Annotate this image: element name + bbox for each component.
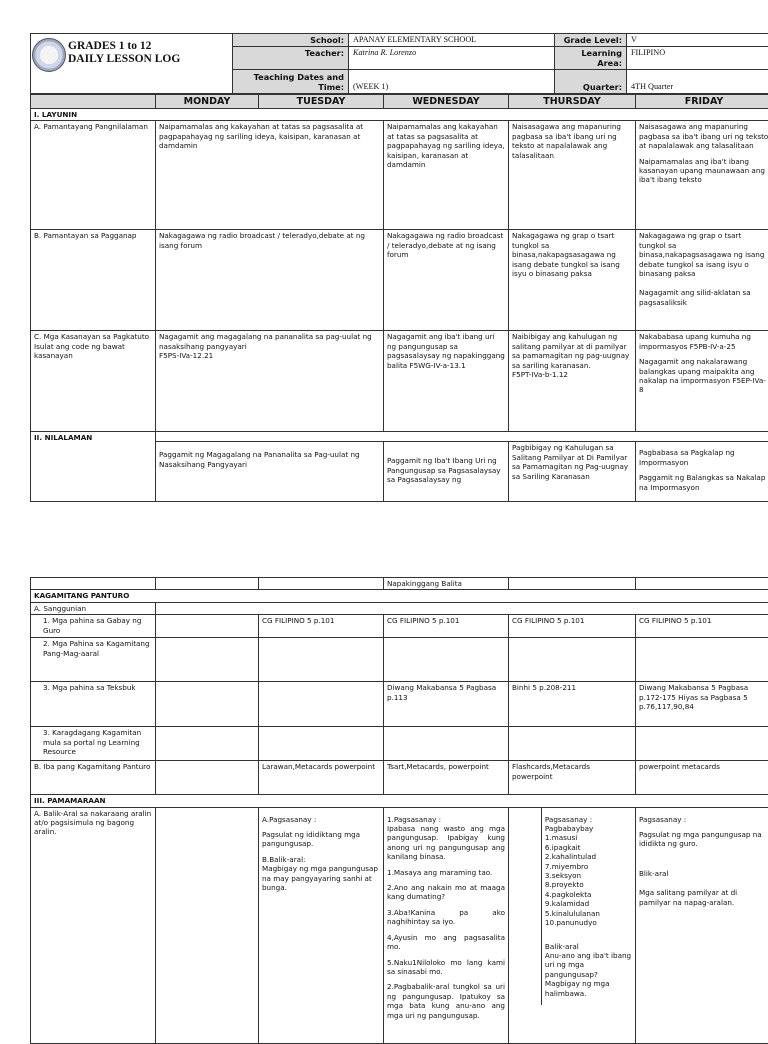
cell-pa-tue-p1: A.Pagsasanay : [262, 815, 380, 824]
nilalaman-spacer [156, 432, 768, 442]
cell-r2-thu [509, 638, 636, 682]
cell-c-fri-p1: Nakababasa upang kumuha ng impormasyos F5PB-IV-a-25 [639, 332, 768, 351]
cell-pa-tue-p4: Magbigay ng mga pangungusap na may pangyayaring sanhi at bunga. [262, 864, 380, 892]
cell-pa-fri-p3: Blik-aral [639, 869, 768, 878]
cell-pa-thu-p2: Pagbabaybay 1.masusi 6.ipagkait 2.kahalintulad 7.miyembro 3.seksyon 8.proyekto 4.pagkolekta 9.kalamidad 5.kinalululanan 10.panunudyo [545, 824, 632, 927]
section-layunin: I. LAYUNIN [31, 109, 768, 121]
school-value: APANAY ELEMENTARY SCHOOL [349, 34, 555, 47]
kasanayan-label-2: Isulat ang code ng bawat kasanayan [34, 342, 152, 361]
cell-n-wed: Paggamit ng Iba't Ibang Uri ng Pangungusap sa Pagsasalaysay sa Pagsasalaysay ng [384, 442, 509, 502]
cell-rb-tue: Larawan,Metacards powerpoint [259, 761, 384, 795]
cell-b-mon-tue: Nakagagawa ng radio broadcast / teleradyo,debate at ng isang forum [156, 230, 384, 331]
day-header-thursday: THURSDAY [509, 95, 636, 109]
p2-top-tue [259, 578, 384, 590]
sanggunian-spacer [156, 602, 768, 614]
cell-a-thu: Naisasagawa ang mapanuring pagbasa sa iba't ibang uri ng teksto at napalalawak ang talasalitaan [509, 121, 636, 230]
cell-pa-wed-p1: 1.Pagsasanay : [387, 815, 505, 824]
cell-pa-thu-p3: Balik-aral Anu-ano ang iba't ibang uri ng mga pangungusap? Magbigay ng mga halimbawa. [545, 942, 632, 998]
kasanayan-label-1: C. Mga Kasanayan sa Pagkatuto [34, 332, 152, 341]
p2-top-wed: Napakinggang Balita [384, 578, 509, 590]
grade-level-label: Grade Level: [555, 34, 627, 47]
teacher-value: Katrina R. Lorenzo [349, 47, 555, 70]
cell-r3-wed: Diwang Makabansa 5 Pagbasa p.113 [384, 682, 509, 727]
cell-n-thu: Pagbibigay ng Kahulugan sa Salitang Pamilyar at Di Pamilyar sa Pamamagitan ng Pag-uugnay sa Sariling Karanasan [509, 442, 636, 502]
cell-a-fri [636, 121, 768, 230]
row-label-pamantayang-pangnilalaman: A. Pamantayang Pangnilalaman [31, 121, 156, 230]
lesson-table-page-1 [30, 94, 768, 502]
cell-pa-tue-p3: B.Balik-aral: [262, 855, 380, 864]
cell-pa-fri-p1: Pagsasanay : [639, 815, 768, 824]
learning-area-label: Learning Area: [555, 47, 627, 70]
cell-pa-fri-p4: Mga salitang pamilyar at di pamilyar na napag-aralan. [639, 888, 768, 907]
section-nilalaman: II. NILALAMAN [31, 432, 156, 502]
title-line-1: GRADES 1 to 12 [68, 39, 151, 53]
quarter-label: Quarter: [555, 70, 627, 94]
cell-r3-thu: Binhi 5 p.208-211 [509, 682, 636, 727]
cell-b-fri [636, 230, 768, 331]
cell-a-mon-tue: Naipamamalas ang kakayahan at tatas sa pagsasalita at pagpapahayag ng sariling ideya, kaisipan, karanasan at damdamin [156, 121, 384, 230]
row-label-kagamitang-pang-mag-aaral: 2. Mga Pahina sa Kagamitang Pang-Mag-aaral [31, 638, 156, 682]
row-label-balik-aral: A. Balik-Aral sa nakaraang aralin at/o pagsisimula ng bagong aralin. [31, 807, 156, 1043]
cell-c-wed: Nagagamit ang iba't ibang uri ng pangungusap sa pagsasalaysay ng napakinggang balita F5WG-IV-a-13.1 [384, 331, 509, 432]
cell-pa-tue [259, 807, 384, 1043]
cell-pa-thu-blank [509, 808, 542, 1005]
section-kagamitang-panturo: KAGAMITANG PANTURO [31, 590, 768, 602]
cell-b-thu: Nakagagawa ng grap o tsart tungkol sa binasa,nakapagsasagawa ng isang debate tungkol sa isang isyu o binasang paksa [509, 230, 636, 331]
cell-r2-tue [259, 638, 384, 682]
cell-r3-tue [259, 682, 384, 727]
cell-c-fri [636, 331, 768, 432]
cell-b-fri-p2: Nagagamit ang silid-aklatan sa pagsasaliksik [639, 288, 768, 307]
day-header-friday: FRIDAY [636, 95, 768, 109]
row-label-gabay-ng-guro: 1. Mga pahina sa Gabay ng Guro [31, 615, 156, 638]
teaching-dates-label: Teaching Dates and Time: [233, 70, 349, 94]
cell-r2-fri [636, 638, 768, 682]
cell-r3-mon [156, 682, 259, 727]
teaching-dates-value: (WEEK 1) [349, 70, 555, 94]
day-header-wednesday: WEDNESDAY [384, 95, 509, 109]
cell-n-fri-p2: Paggamit ng Balangkas sa Nakalap na Impormasyon [639, 473, 768, 492]
cell-r3-fri: Diwang Makabansa 5 Pagbasa p.172-175 Hiyas sa Pagbasa 5 p.76,117,90,84 [636, 682, 768, 727]
cell-pa-mon [156, 807, 259, 1043]
quarter-value: 4TH Quarter [627, 70, 768, 94]
cell-a-fri-p1: Naisasagawa ang mapanuring pagbasa sa iba't ibang uri ng teksto at napalalawak ang talasalitaan [639, 122, 768, 150]
cell-pa-wed-p2: Ipabasa nang wasto ang mga pangungusap. Ipabigay kung anong uri ng pangungusap ang kanilang binasa. [387, 824, 505, 862]
row-label-iba-pang-kagamitan: B. Iba pang Kagamitang Panturo [31, 761, 156, 795]
cell-c-mon-tue [156, 331, 384, 432]
cell-pa-fri-p2: Pagsulat ng mga pangungusap na ididikta ng guro. [639, 830, 768, 849]
cell-r4-thu [509, 727, 636, 761]
title-line-2: DAILY LESSON LOG [68, 52, 180, 66]
header-brand-cell [31, 34, 233, 94]
cell-rb-mon [156, 761, 259, 795]
cell-pa-thu-p1: Pagsasanay : [545, 815, 632, 824]
cell-pa-thu [509, 807, 636, 1043]
cell-rb-thu: Flashcards,Metacards powerpoint [509, 761, 636, 795]
cell-pa-wed-p5: 3.Aba!Kanina pa ako naghihintay sa iyo. [387, 908, 505, 927]
learning-area-value: FILIPINO [627, 47, 768, 70]
p2-top-fri [636, 578, 768, 590]
cell-c-thu-text: Naibibigay ang kahulugan ng salitang pamilyar at di pamilyar sa pamamagitan ng pag-uugnay sa sariling karanasan. F5PT-IVa-b-1.12 [512, 332, 632, 379]
school-label: School: [233, 34, 349, 47]
cell-a-fri-p2: Naipamamalas ang iba't ibang kasanayan upang maunawaan ang iba't ibang teksto [639, 157, 768, 185]
cell-pa-tue-p2: Pagsulat ng ididiktang mga pangungusap. [262, 830, 380, 849]
cell-pa-thu-content [542, 808, 635, 1005]
cell-pa-wed-p6: 4,Ayusin mo ang pagsasalita mo. [387, 933, 505, 952]
cell-rb-fri: powerpoint metacards [636, 761, 768, 795]
cell-b-wed: Nakagagawa ng radio broadcast / teleradyo,debate at ng isang forum [384, 230, 509, 331]
cell-c-mon-tue-text: Nagagamit ang magagalang na pananalita sa pag-uulat ng nasaksihang pangyayari F5PS-IVa-12.21 [159, 332, 380, 360]
cell-r2-mon [156, 638, 259, 682]
cell-r1-fri: CG FILIPINO 5 p.101 [636, 615, 768, 638]
day-header-monday: MONDAY [156, 95, 259, 109]
row-label-kasanayan [31, 331, 156, 432]
cell-n-fri [636, 442, 768, 502]
cell-r4-wed [384, 727, 509, 761]
teacher-label: Teacher: [233, 47, 349, 70]
cell-b-fri-p1: Nakagagawa ng grap o tsart tungkol sa binasa,nakapagsasagawa ng isang debate tungkol sa isang isyu o binasang paksa [639, 231, 768, 278]
cell-pa-wed-p3: 1.Masaya ang maraming tao. [387, 868, 505, 877]
p2-top-thu [509, 578, 636, 590]
cell-rb-wed: Tsart,Metacards, powerpoint [384, 761, 509, 795]
cell-r2-wed [384, 638, 509, 682]
cell-c-thu [509, 331, 636, 432]
cell-n-mon-tue: Paggamit ng Magagalang na Pananalita sa Pag-uulat ng Nasaksihang Pangyayari [156, 442, 384, 502]
day-header-tuesday: TUESDAY [259, 95, 384, 109]
cell-r1-tue: CG FILIPINO 5 p.101 [259, 615, 384, 638]
p2-top-mon [156, 578, 259, 590]
cell-r1-wed: CG FILIPINO 5 p.101 [384, 615, 509, 638]
cell-r4-mon [156, 727, 259, 761]
cell-c-fri-p2: Nagagamit ang nakalarawang balangkas upang maipakita ang nakalap na impormasyon F5EP-IVa-8 [639, 357, 768, 395]
lesson-table-page-2 [30, 577, 768, 1044]
cell-pa-fri [636, 807, 768, 1043]
cell-pa-wed-p4: 2.Ano ang nakain mo at maaga kang dumating? [387, 883, 505, 902]
cell-pa-wed [384, 807, 509, 1043]
cell-pa-wed-p7: 5.Naku1Niloloko mo lang kami sa sinasabi mo. [387, 958, 505, 977]
corner-cell [31, 95, 156, 109]
cell-r4-fri [636, 727, 768, 761]
row-label-pamantayan-sa-pagganap: B. Pamantayan sa Pagganap [31, 230, 156, 331]
grade-level-value: V [627, 34, 768, 47]
cell-r1-mon [156, 615, 259, 638]
cell-a-wed: Naipamamalas ang kakayahan at tatas sa pagsasalita at pagpapahayag ng sariling ideya, kaisipan, karanasan at damdamin [384, 121, 509, 230]
p2-top-label [31, 578, 156, 590]
header-table [30, 33, 768, 94]
cell-r1-thu: CG FILIPINO 5 p.101 [509, 615, 636, 638]
cell-n-fri-p1: Pagbabasa sa Pagkalap ng Impormasyon [639, 448, 768, 467]
row-label-karagdagang-kagamitan: 3. Karagdagang Kagamitan mula sa portal ng Learning Resource [31, 727, 156, 761]
cell-pa-wed-p8: 2.Pagbabalik-aral tungkol sa uri ng pangungusap. Ipatukoy sa mga bata kung anu-ano ang mga uri ng pangungusap. [387, 982, 505, 1020]
cell-r4-tue [259, 727, 384, 761]
row-label-teksbuk: 3. Mga pahina sa Teksbuk [31, 682, 156, 727]
row-label-sanggunian: A. Sanggunian [31, 602, 156, 614]
section-pamamaraan: III. PAMAMARAAN [31, 795, 768, 807]
